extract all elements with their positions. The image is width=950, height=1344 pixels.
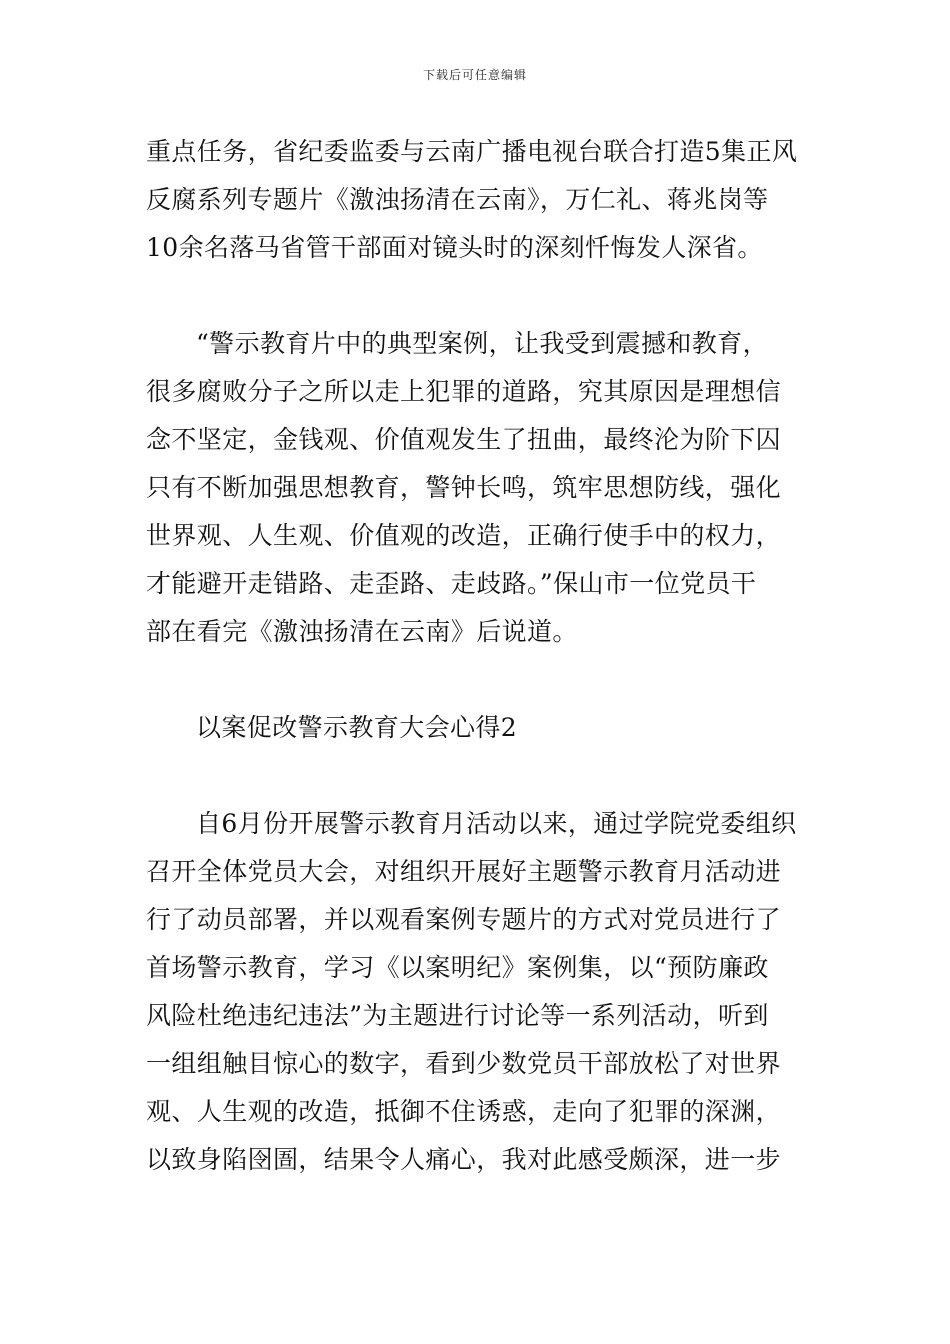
text-line: 一组组触目惊心的数字，看到少数党员干部放松了对世界 (146, 1049, 782, 1078)
text-line: 以案促改警示教育大会心得2 (196, 713, 518, 742)
text-line: 反腐系列专题片《激浊扬清在云南》，万仁礼、蒋兆岗等 (146, 185, 769, 214)
text-line: 自6月份开展警示教育月活动以来，通过学院党委组织 (196, 809, 797, 838)
text-line: 风险杜绝违纪违法”为主题进行讨论等一系列活动，听到 (146, 1001, 769, 1030)
text-line: 10余名落马省管干部面对镜头时的深刻忏悔发人深省。 (146, 233, 763, 262)
paragraph (146, 320, 806, 656)
text-line: 重点任务，省纪委监委与云南广播电视台联合打造5集正风 (146, 137, 798, 166)
text-line: 首场警示教育，学习《以案明纪》案例集，以“预防廉政 (146, 953, 769, 982)
paragraph-gap (146, 752, 806, 800)
paragraph-gap (146, 272, 806, 320)
text-line: 念不坚定，金钱观、价值观发生了扭曲，最终沦为阶下囚 (146, 425, 782, 454)
section-heading (146, 704, 806, 752)
text-line: 很多腐败分子之所以走上犯罪的道路，究其原因是理想信 (146, 377, 782, 406)
paragraph (146, 128, 806, 272)
text-line: “警示教育片中的典型案例，让我受到震撼和教育， (196, 329, 768, 358)
text-line: 以致身陷囹圄，结果令人痛心，我对此感受颇深，进一步 (146, 1145, 782, 1174)
header-note: 下载后可任意编辑 (422, 68, 527, 82)
text-line: 只有不断加强思想教育，警钟长鸣，筑牢思想防线，强化 (146, 473, 782, 502)
text-line: 世界观、人生观、价值观的改造，正确行使手中的权力， (146, 521, 782, 550)
text-line: 观、人生观的改造，抵御不住诱惑，走向了犯罪的深渊， (146, 1097, 782, 1126)
text-line: 才能避开走错路、走歪路、走歧路。”保山市一位党员干 (146, 569, 757, 598)
text-line: 行了动员部署，并以观看案例专题片的方式对党员进行了 (146, 905, 782, 934)
paragraph-gap (146, 656, 806, 704)
document-body (146, 128, 806, 1184)
paragraph (146, 800, 806, 1184)
text-line: 部在看完《激浊扬清在云南》后说道。 (146, 617, 578, 646)
text-line: 召开全体党员大会，对组织开展好主题警示教育月活动进 (146, 857, 782, 886)
